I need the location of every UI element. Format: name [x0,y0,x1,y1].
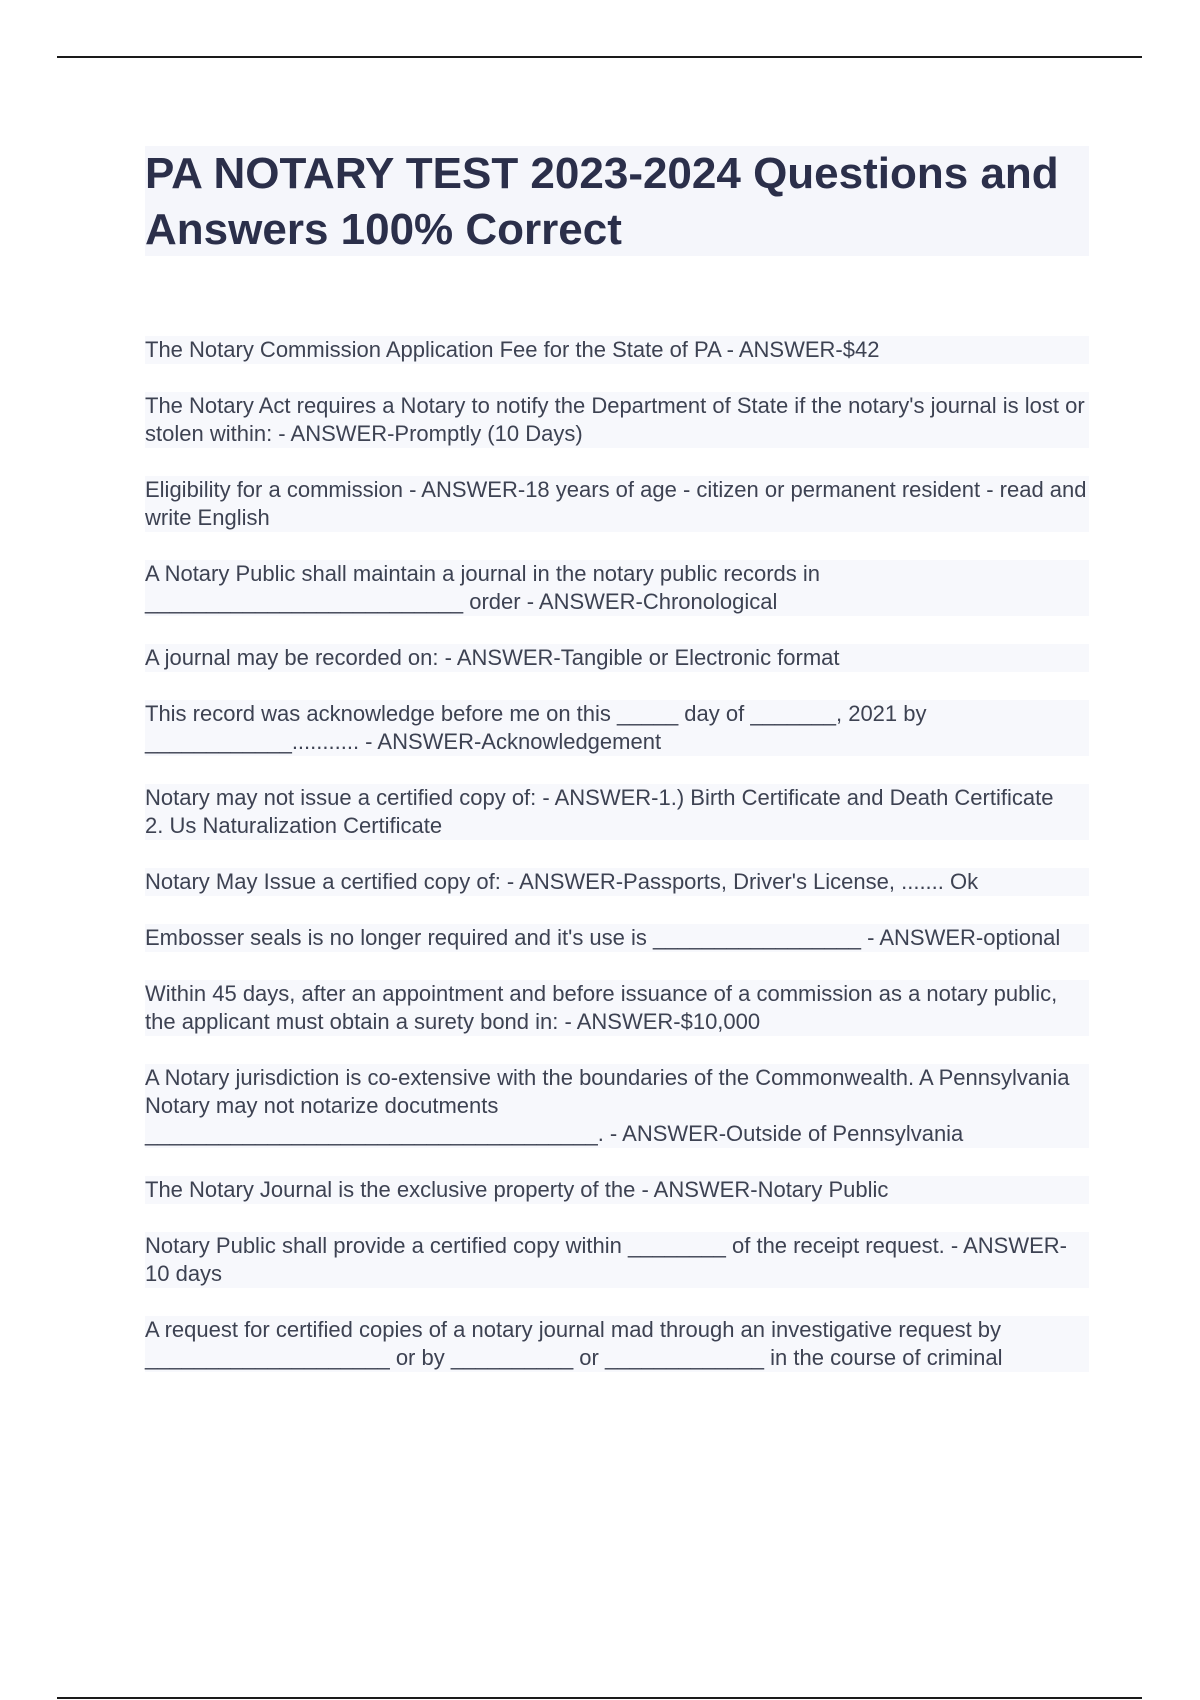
qa-item: Embosser seals is no longer required and it's use is _________________ - ANSWER-optional [145,924,1089,952]
qa-item: A Notary jurisdiction is co-extensive with the boundaries of the Commonwealth. A Pennsylvania Notary may not notarize docutments _____________________________________. - ANSWER-Outside of Pennsylvania [145,1064,1089,1148]
qa-item: Notary Public shall provide a certified copy within ________ of the receipt request. - ANSWER-10 days [145,1232,1089,1288]
qa-item: A request for certified copies of a notary journal mad through an investigative request by ____________________ or by __________ or _____________ in the course of criminal [145,1316,1089,1372]
top-divider [57,56,1142,58]
bottom-divider [57,1697,1142,1699]
qa-item: The Notary Journal is the exclusive property of the - ANSWER-Notary Public [145,1176,1089,1204]
qa-item: A journal may be recorded on: - ANSWER-Tangible or Electronic format [145,644,1089,672]
qa-item: A Notary Public shall maintain a journal in the notary public records in __________________________ order - ANSWER-Chronological [145,560,1089,616]
qa-item: This record was acknowledge before me on this _____ day of _______, 2021 by ____________........... - ANSWER-Acknowledgement [145,700,1089,756]
qa-item: The Notary Commission Application Fee for the State of PA - ANSWER-$42 [145,336,1089,364]
qa-item: Eligibility for a commission - ANSWER-18 years of age - citizen or permanent resident - read and write English [145,477,1093,530]
qa-item: Within 45 days, after an appointment and before issuance of a commission as a notary public, the applicant must obtain a surety bond in: - ANSWER-$10,000 [145,980,1089,1036]
qa-item: Notary May Issue a certified copy of: - ANSWER-Passports, Driver's License, ....... Ok [145,868,1089,896]
title-block [145,146,1089,256]
qa-item: The Notary Act requires a Notary to notify the Department of State if the notary's journal is lost or stolen within: - ANSWER-Promptly (10 Days) [145,393,1091,446]
document-title: PA NOTARY TEST 2023-2024 Questions and Answers 100% Correct [145,149,1059,254]
qa-item: Notary may not issue a certified copy of: - ANSWER-1.) Birth Certificate and Death Certificate 2. Us Naturalization Certificate [145,784,1089,840]
qa-list [145,336,1093,1372]
